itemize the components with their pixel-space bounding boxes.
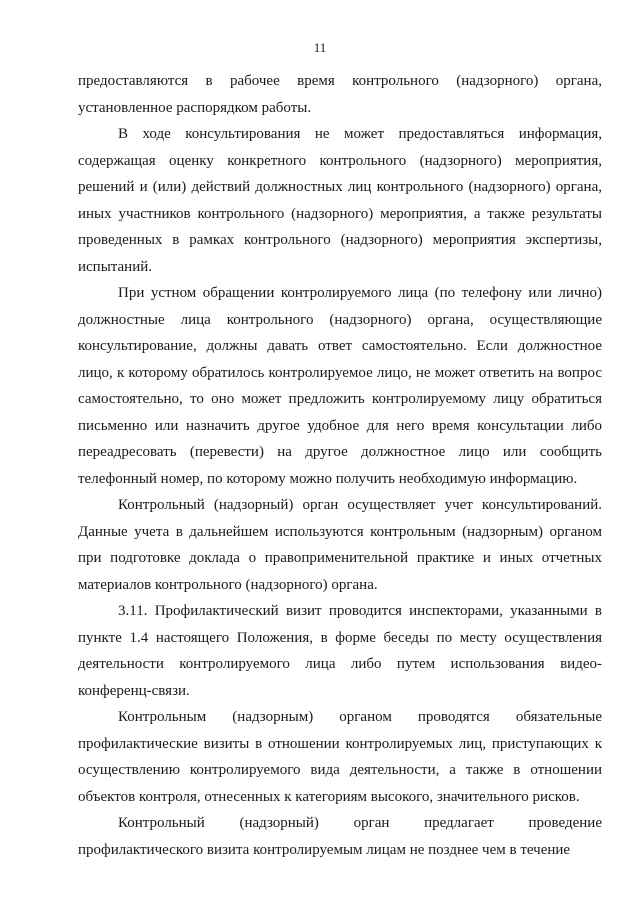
paragraph-consultation-records: Контрольный (надзорный) орган осуществляет учет консультирований. Данные учета в дальнейшем используются контрольным (надзорным) органом при подготовке доклада о правоприменительной практике и иных отчетных материалов контрольного (надзорного) органа. [78,497,602,593]
paragraph-consultation-limits: В ходе консультирования не может предоставляться информация, содержащая оценку конкретного контрольного (надзорного) мероприятия, решений и (или) действий должностных лиц контрольного (надзорного) органа, иных участников контрольного (надзорного) мероприятия, а также результаты проведенных в рамках контрольного (надзорного) мероприятия экспертизы, испытаний. [78,126,602,275]
paragraph-preventive-visit: 3.11. Профилактический визит проводится инспекторами, указанными в пункте 1.4 настоящего Положения, в форме беседы по месту осуществления деятельности контролируемого лица либо путем использования видео-конференц-связи. [78,603,602,699]
paragraph-oral-request: При устном обращении контролируемого лица (по телефону или лично) должностные лица контрольного (надзорного) органа, осуществляющие консультирование, должны давать ответ самостоятельно. Если должностное лицо, к которому обратилось контролируемое лицо, не может ответить на вопрос самостоятельно, то оно может предложить контролируемому лицу обратиться письменно или назначить другое удобное для него время консультации либо переадресовать (перевести) на другое должностное лицо или сообщить телефонный номер, по которому можно получить необходимую информацию. [78,285,602,487]
page-number: 11 [313,40,327,55]
paragraph-visit-proposal: Контрольный (надзорный) орган предлагает проведение профилактического визита контролируемым лицам не позднее чем в течение [78,815,602,858]
paragraph-continuation: предоставляются в рабочее время контрольного (надзорного) органа, установленное распорядком работы. [78,73,602,116]
document-body [78,68,602,863]
paragraph-mandatory-visits: Контрольным (надзорным) органом проводятся обязательные профилактические визиты в отношении контролируемых лиц, приступающих к осуществлению контролируемого вида деятельности, а также в отношении объектов контроля, отнесенных к категориям высокого, значительного рисков. [78,709,602,805]
